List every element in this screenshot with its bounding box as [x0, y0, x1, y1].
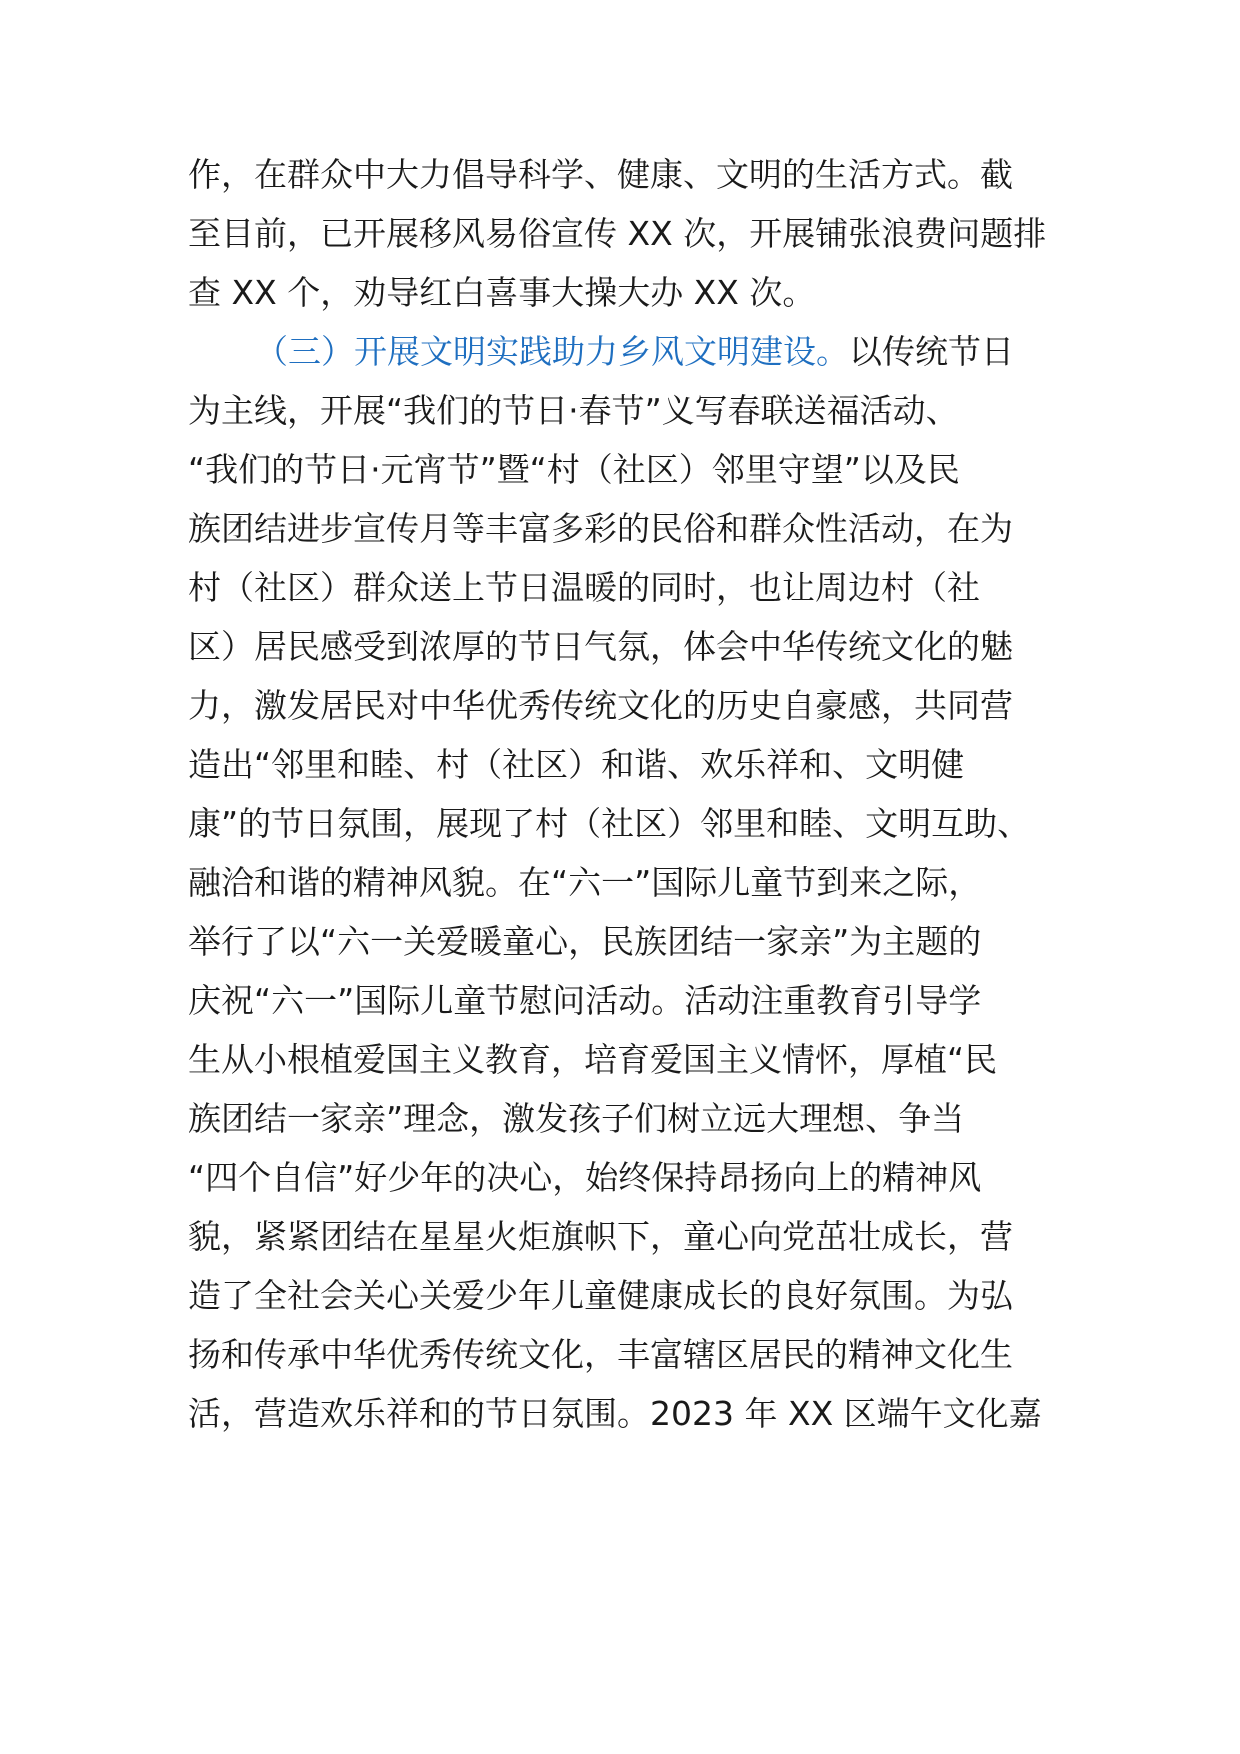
paragraph-line: 村（社区）群众送上节日温暖的同时，也让周边村（社 [188, 568, 980, 607]
paragraph-line: 造了全社会关心关爱少年儿童健康成长的良好氛围。为弘 [188, 1276, 1013, 1315]
paragraph-line: 康”的节日氛围，展现了村（社区）邻里和睦、文明互助、 [188, 804, 1031, 843]
paragraph-line: 扬和传承中华优秀传统文化，丰富辖区居民的精神文化生 [188, 1335, 1013, 1374]
paragraph-line: 作，在群众中大力倡导科学、健康、文明的生活方式。截 [188, 155, 1013, 194]
paragraph-line: 生从小根植爱国主义教育，培育爱国主义情怀，厚植“民 [188, 1040, 998, 1079]
paragraph-line: 举行了以“六一关爱暖童心，民族团结一家亲”为主题的 [188, 922, 982, 961]
paragraph-line: 融洽和谐的精神风貌。在“六一”国际儿童节到来之际， [188, 863, 982, 902]
paragraph-line: 为主线，开展“我们的节日·春节”义写春联送福活动、 [188, 391, 959, 430]
section-heading-line [255, 327, 1014, 377]
paragraph-line: “我们的节日·元宵节”暨“村（社区）邻里守望”以及民 [188, 450, 960, 489]
section-lead-text: 以传统节日 [849, 332, 1014, 371]
paragraph-line: 族团结进步宣传月等丰富多彩的民俗和群众性活动，在为 [188, 509, 1013, 548]
paragraph-line: 至目前，已开展移风易俗宣传 XX 次，开展铺张浪费问题排 [188, 214, 1047, 253]
paragraph-line: 造出“邻里和睦、村（社区）和谐、欢乐祥和、文明健 [188, 745, 965, 784]
paragraph-line: 庆祝“六一”国际儿童节慰问活动。活动注重教育引导学 [188, 981, 982, 1020]
paragraph-line: 貌，紧紧团结在星星火炬旗帜下，童心向党茁壮成长，营 [188, 1217, 1013, 1256]
paragraph-line: “四个自信”好少年的决心，始终保持昂扬向上的精神风 [188, 1158, 982, 1197]
paragraph-line: 族团结一家亲”理念，激发孩子们树立远大理想、争当 [188, 1099, 965, 1138]
paragraph-line: 活，营造欢乐祥和的节日氛围。2023 年 XX 区端午文化嘉 [188, 1394, 1042, 1433]
paragraph-line: 区）居民感受到浓厚的节日气氛，体会中华传统文化的魅 [188, 627, 1013, 666]
paragraph-line: 查 XX 个，劝导红白喜事大操大办 XX 次。 [188, 273, 816, 312]
section-heading: （三）开展文明实践助力乡风文明建设。 [255, 332, 849, 371]
paragraph-line: 力，激发居民对中华优秀传统文化的历史自豪感，共同营 [188, 686, 1013, 725]
